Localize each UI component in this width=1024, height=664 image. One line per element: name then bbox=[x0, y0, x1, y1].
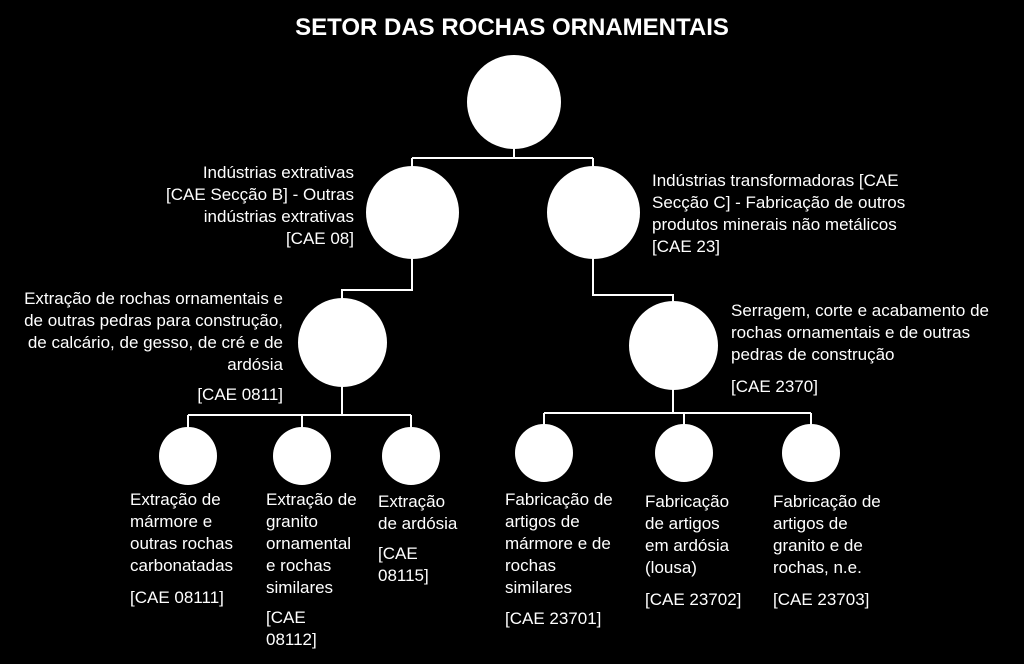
node-cae23701 bbox=[515, 424, 573, 482]
node-cae23702 bbox=[655, 424, 713, 482]
label-cae08112: Extração de granito ornamental e rochas similares bbox=[266, 490, 357, 597]
node-cae0811 bbox=[298, 298, 387, 387]
connector-root bbox=[412, 148, 593, 168]
node-cae08112 bbox=[273, 427, 331, 485]
label-cae2370: Serragem, corte e acabamento de rochas ornamentais e de outras pedras de construção bbox=[731, 301, 989, 364]
label-cae23701-code: [CAE 23701] bbox=[505, 609, 602, 628]
label-cae23703: Fabricação de artigos de granito e de rochas, n.e. bbox=[773, 492, 881, 577]
label-cae2370-code: [CAE 2370] bbox=[731, 377, 818, 396]
node-extrativas bbox=[366, 166, 459, 259]
label-cae0811-code: [CAE 0811] bbox=[197, 385, 283, 404]
label-cae0811: Extração de rochas ornamentais e de outras pedras para construção, de calcário, de gesso, de cré e de ardósia bbox=[24, 289, 283, 374]
label-cae23702-code: [CAE 23702] bbox=[645, 590, 742, 609]
node-cae08111 bbox=[159, 427, 217, 485]
node-cae08115 bbox=[382, 427, 440, 485]
connector-extrativas bbox=[342, 258, 412, 300]
label-cae23702: Fabricação de artigos em ardósia (lousa) bbox=[645, 492, 730, 577]
label-cae08115-code: [CAE 08115] bbox=[378, 544, 429, 585]
label-transformadoras: Indústrias transformadoras [CAE Secção C] - Fabricação de outros produtos minerais não metálicos [CAE 23] bbox=[652, 171, 906, 256]
label-cae08111: Extração de mármore e outras rochas carbonatadas bbox=[130, 490, 234, 575]
connector-transformadoras bbox=[593, 258, 673, 302]
label-cae08115: Extração de ardósia bbox=[378, 492, 458, 533]
label-cae23701: Fabricação de artigos de mármore e de rochas similares bbox=[505, 490, 613, 597]
label-cae08112-code: [CAE 08112] bbox=[266, 608, 317, 649]
node-cae23703 bbox=[782, 424, 840, 482]
label-cae23703-code: [CAE 23703] bbox=[773, 590, 870, 609]
node-root bbox=[467, 55, 561, 149]
label-cae08111-code: [CAE 08111] bbox=[130, 588, 224, 607]
chart-title: SETOR DAS ROCHAS ORNAMENTAIS bbox=[295, 14, 729, 41]
node-cae2370 bbox=[629, 301, 718, 390]
label-extrativas: Indústrias extrativas [CAE Secção B] - Outras indústrias extrativas [CAE 08] bbox=[165, 163, 354, 248]
node-transformadoras bbox=[547, 166, 640, 259]
